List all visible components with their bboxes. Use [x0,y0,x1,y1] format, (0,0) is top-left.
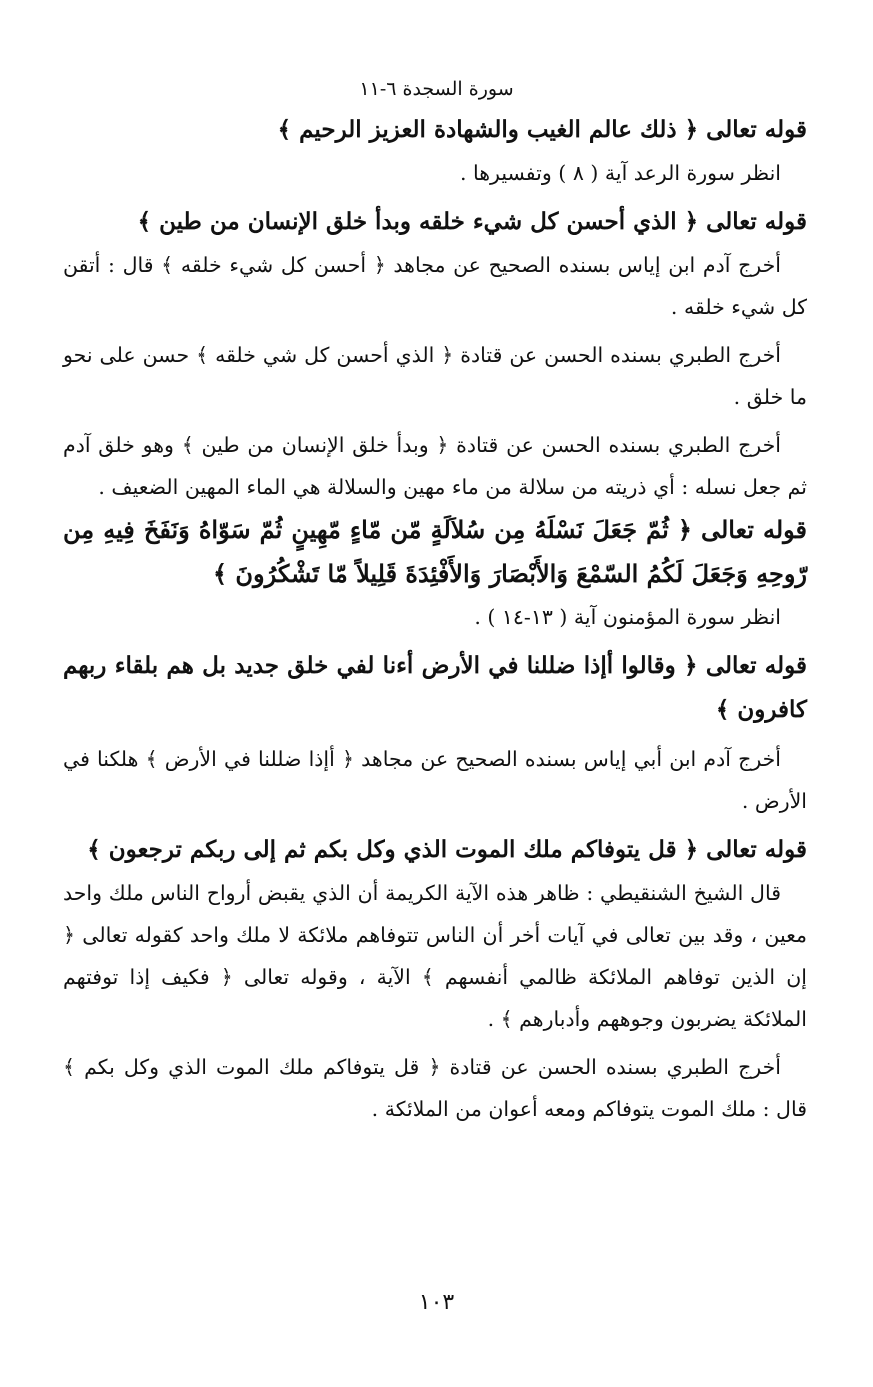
commentary-paragraph: انظر سورة الرعد آية ( ٨ ) وتفسيرها . [459,161,781,185]
verse-heading: قوله تعالى ﴿ قل يتوفاكم ملك الموت الذي وكل بكم ثم إلى ربكم ترجعون ﴾ [87,836,807,863]
commentary-paragraph: أخرج آدم ابن إياس بسنده الصحيح عن مجاهد ﴿ أحسن كل شيء خلقه ﴾ قال : أتقن كل شيء خلقه . [63,253,807,319]
commentary-paragraph: انظر سورة المؤمنون آية ( ١٣-١٤ ) . [474,605,781,629]
commentary-paragraph: أخرج الطبري بسنده الحسن عن قتادة ﴿ الذي أحسن كل شي خلقه ﴾ حسن على نحو ما خلق . [63,343,807,409]
commentary-paragraph: أخرج الطبري بسنده الحسن عن قتادة ﴿ قل يتوفاكم ملك الموت الذي وكل بكم ﴾ قال : ملك الموت يتوفاكم ومعه أعوان من الملائكة . [63,1055,807,1121]
page-content [63,108,807,1130]
commentary-paragraph: أخرج آدم ابن أبي إياس بسنده الصحيح عن مجاهد ﴿ أإذا ضللنا في الأرض ﴾ هلكنا في الأرض . [63,747,807,813]
page-number: ١٠٣ [418,1290,455,1315]
verse-heading: قوله تعالى ﴿ الذي أحسن كل شيء خلقه وبدأ خلق الإنسان من طين ﴾ [137,208,807,235]
verse-heading: قوله تعالى ﴿ وقالوا أإذا ضللنا في الأرض أءنا لفي خلق جديد بل هم بلقاء ربهم كافرون ﴾ [63,652,807,723]
verse-heading: قوله تعالى ﴿ ذلك عالم الغيب والشهادة العزيز الرحيم ﴾ [277,116,807,143]
commentary-paragraph: قال الشيخ الشنقيطي : ظاهر هذه الآية الكريمة أن الذي يقبض أرواح الناس ملك واحد معين ، وقد بين تعالى في آيات أخر أن الناس تتوفاهم ملائكة لا ملك واحد كقوله تعالى ﴿ إن الذين توفاهم الملائكة ظالمي أنفسهم ﴾ الآية ، وقوله تعالى ﴿ فكيف إذا توفتهم الملائكة يضربون وجوههم وأدبارهم ﴾ . [63,881,807,1031]
commentary-paragraph: أخرج الطبري بسنده الحسن عن قتادة ﴿ وبدأ خلق الإنسان من طين ﴾ وهو خلق آدم ثم جعل نسله : أي ذريته من سلالة من ماء مهين والسلالة هي الماء المهين الضعيف . [63,433,807,499]
running-header: سورة السجدة ٦-١١ [359,78,514,100]
verse-heading: قوله تعالى ﴿ ثُمّ جَعَلَ نَسْلَهُ مِن سُلاَلَةٍ مّن مّاءٍ مّهِينٍ ثُمّ سَوّاهُ وَنَفَخَ فِيهِ مِن رّوحِهِ وَجَعَلَ لَكُمُ السّمْعَ وَالأَبْصَارَ وَالأَفْئِدَةَ قَلِيلاً مّا تَشْكُرُونَ ﴾ [63,515,807,588]
